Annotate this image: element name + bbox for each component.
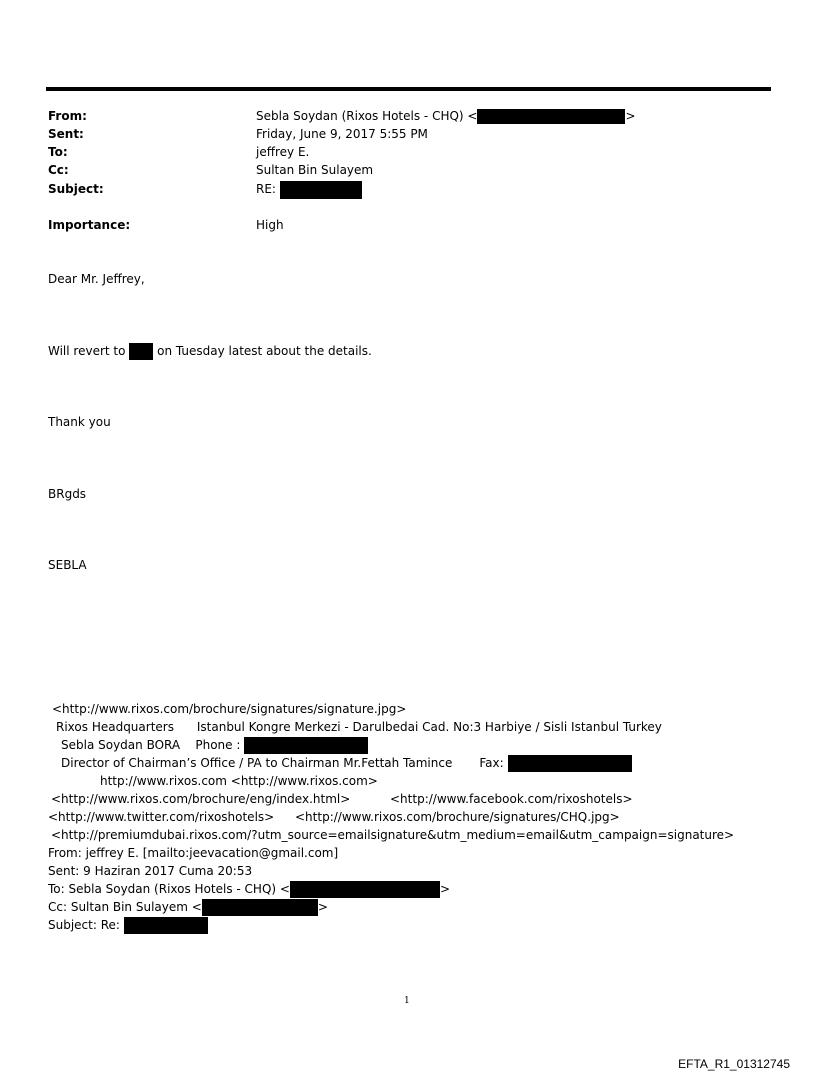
quoted-subject-text: Subject: Re: — [48, 918, 120, 932]
regards-text: BRgds — [48, 487, 87, 501]
signature-title: Director of Chairman’s Office / PA to Chairman Mr.Fettah Tamince — [61, 756, 453, 770]
quoted-to-close: > — [439, 882, 451, 896]
quoted-subject — [48, 917, 208, 935]
greeting: Dear Mr. Jeffrey, — [48, 272, 145, 286]
from-label: From: — [48, 109, 87, 123]
redaction-box — [290, 881, 440, 898]
fax-label: Fax: — [479, 756, 504, 770]
top-rule — [46, 87, 771, 91]
body-line-pre: Will revert to — [48, 344, 126, 358]
signature-image-link: <http://www.rixos.com/brochure/signatures/signature.jpg> — [52, 702, 407, 716]
sent-label: Sent: — [48, 127, 84, 141]
from-value — [256, 107, 636, 125]
signature-address: Rixos Headquarters Istanbul Kongre Merkezi - Darulbedai Cad. No:3 Harbiye / Sisli Istanbul Turkey — [56, 720, 662, 734]
body-line-post: on Tuesday latest about the details. — [157, 344, 372, 358]
signature-brochure-link: <http://www.rixos.com/brochure/eng/index.html> — [51, 792, 351, 806]
signature-title-fax — [61, 755, 632, 773]
signature-twitter-link: <http://www.twitter.com/rixoshotels> — [48, 810, 275, 824]
redaction-box — [244, 737, 368, 754]
redaction-box — [129, 343, 153, 360]
signature-name-phone — [61, 737, 368, 755]
to-value: jeffrey E. — [256, 145, 310, 159]
redaction-box — [280, 181, 362, 199]
cc-label: Cc: — [48, 163, 69, 177]
subject-value — [256, 180, 362, 199]
redaction-box — [508, 755, 632, 772]
phone-label: Phone : — [195, 738, 241, 752]
subject-text: RE: — [256, 182, 276, 196]
cc-value: Sultan Bin Sulayem — [256, 163, 374, 177]
quoted-cc — [48, 899, 328, 917]
quoted-cc-text: Cc: Sultan Bin Sulayem < — [48, 900, 202, 914]
page-number: 1 — [404, 996, 410, 1006]
redaction-box — [477, 109, 625, 124]
quoted-cc-close: > — [317, 900, 328, 914]
body-line — [48, 343, 372, 360]
signature-facebook-link: <http://www.facebook.com/rixoshotels> — [390, 792, 633, 806]
redaction-box — [124, 917, 208, 934]
signature-website: http://www.rixos.com <http://www.rixos.com> — [100, 774, 378, 788]
quoted-to — [48, 881, 450, 899]
importance-label: Importance: — [48, 218, 131, 232]
sender-name: SEBLA — [48, 558, 87, 572]
signature-premium-link: <http://premiumdubai.rixos.com/?utm_source=emailsignature&utm_medium=email&utm_campaign=signature> — [51, 828, 735, 842]
from-close: > — [625, 109, 636, 123]
bates-number: EFTA_R1_01312745 — [678, 1057, 790, 1071]
quoted-sent: Sent: 9 Haziran 2017 Cuma 20:53 — [48, 864, 253, 878]
quoted-from: From: jeffrey E. [mailto:jeevacation@gmail.com] — [48, 846, 339, 860]
sent-value: Friday, June 9, 2017 5:55 PM — [256, 127, 428, 141]
redaction-box — [202, 899, 318, 916]
signature-name: Sebla Soydan BORA — [61, 738, 181, 752]
signature-chq-link: <http://www.rixos.com/brochure/signatures/CHQ.jpg> — [295, 810, 620, 824]
to-label: To: — [48, 145, 68, 159]
quoted-to-text: To: Sebla Soydan (Rixos Hotels - CHQ) < — [48, 882, 290, 896]
subject-label: Subject: — [48, 182, 104, 196]
thanks-text: Thank you — [48, 415, 111, 429]
importance-value: High — [256, 218, 284, 232]
from-text: Sebla Soydan (Rixos Hotels - CHQ) < — [256, 109, 478, 123]
